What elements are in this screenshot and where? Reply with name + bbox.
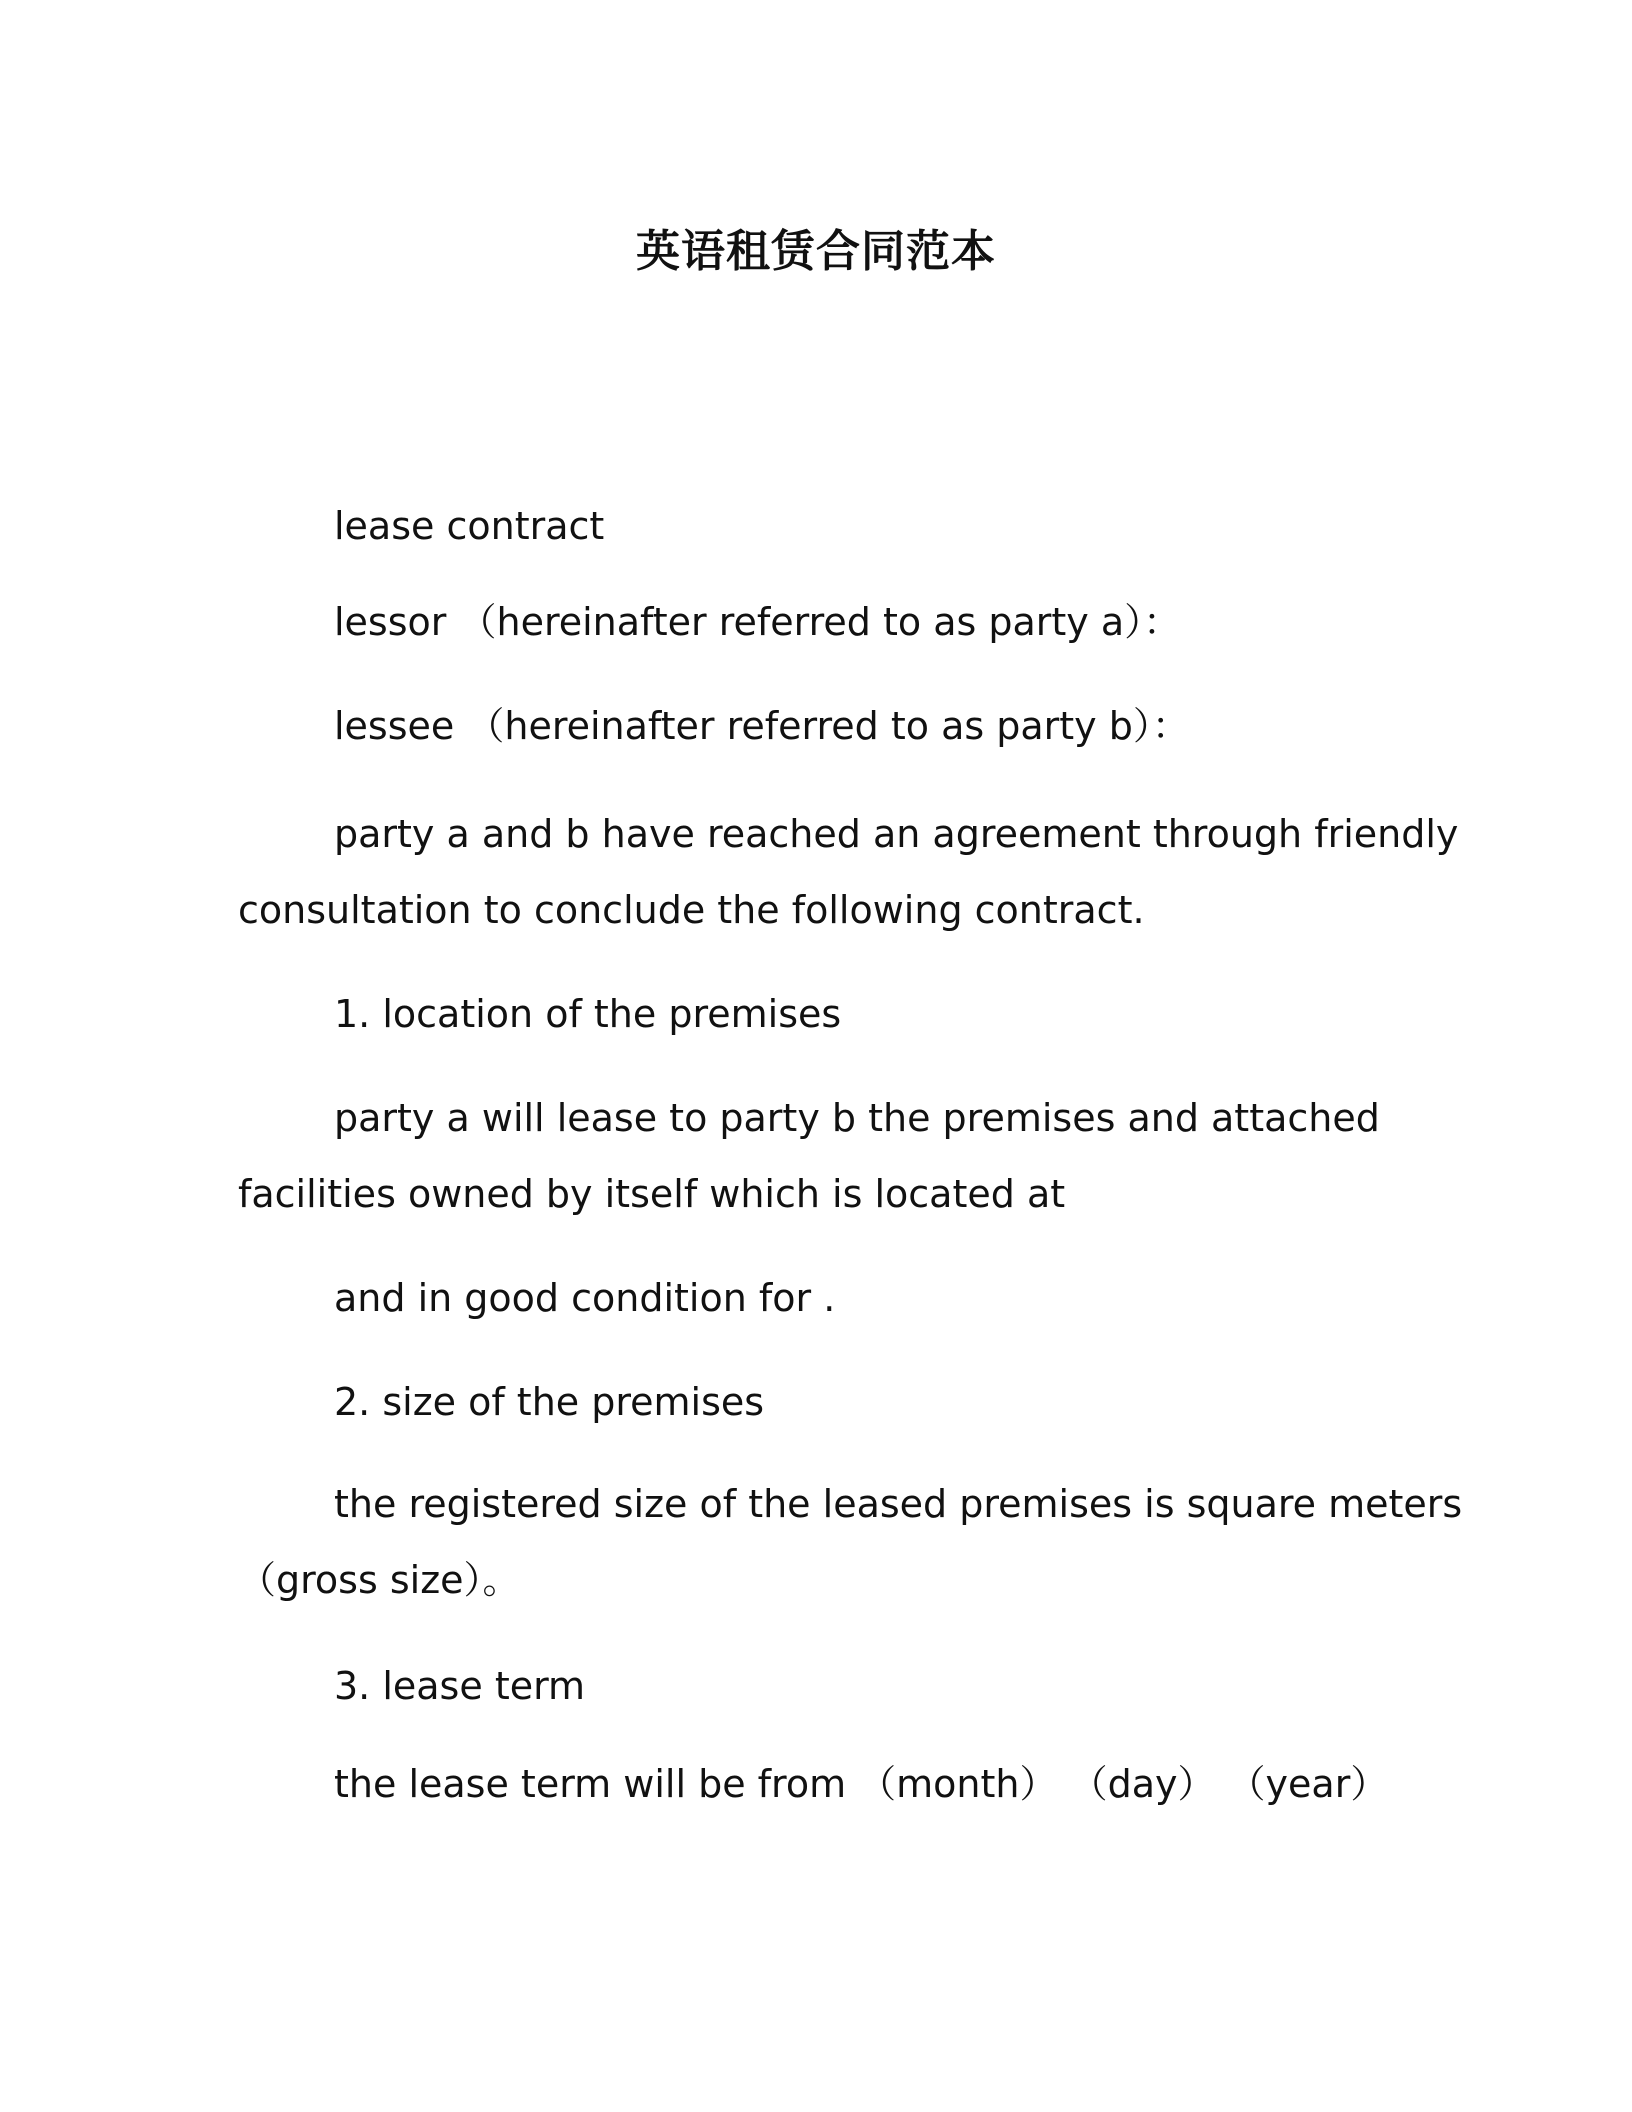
section-1-body [238,1080,1402,1232]
paragraph-line: party a and b have reached an agreement through friendly [334,812,1459,856]
paragraph-lessor [238,584,1402,660]
paragraph-line: consultation to conclude the following contract. [238,888,1145,932]
section-2-body [238,1466,1463,1618]
paragraph-line: and in good condition for . [334,1276,836,1320]
paragraph-line: party a will lease to party b the premises and attached [334,1096,1380,1140]
section-3-body [238,1746,1402,1822]
paragraph-lessee [238,688,1402,764]
section-1-title [238,976,1402,1052]
paragraph-line: 2. size of the premises [334,1380,765,1424]
section-3-title [238,1648,1402,1724]
paragraph-line: （gross size）。 [238,1558,521,1602]
paragraph-line: facilities owned by itself which is located at [238,1172,1066,1216]
paragraph-line: lessee （hereinafter referred to as party b）： [334,704,1190,748]
section-1-body-continued [238,1260,1402,1336]
paragraph-line: 1. location of the premises [334,992,842,1036]
paragraph-intro [238,796,1459,948]
paragraph-lease-contract-heading [238,488,1402,564]
paragraph-line: lease contract [334,504,605,548]
paragraph-line: the lease term will be from （month） （day） （year） [334,1762,1389,1806]
paragraph-line: the registered size of the leased premises is square meters [334,1482,1463,1526]
paragraph-line: lessor （hereinafter referred to as party a）： [334,600,1182,644]
paragraph-line: 3. lease term [334,1664,586,1708]
document-title: 英语租赁合同范本 [636,226,996,277]
section-2-title [238,1364,1402,1440]
